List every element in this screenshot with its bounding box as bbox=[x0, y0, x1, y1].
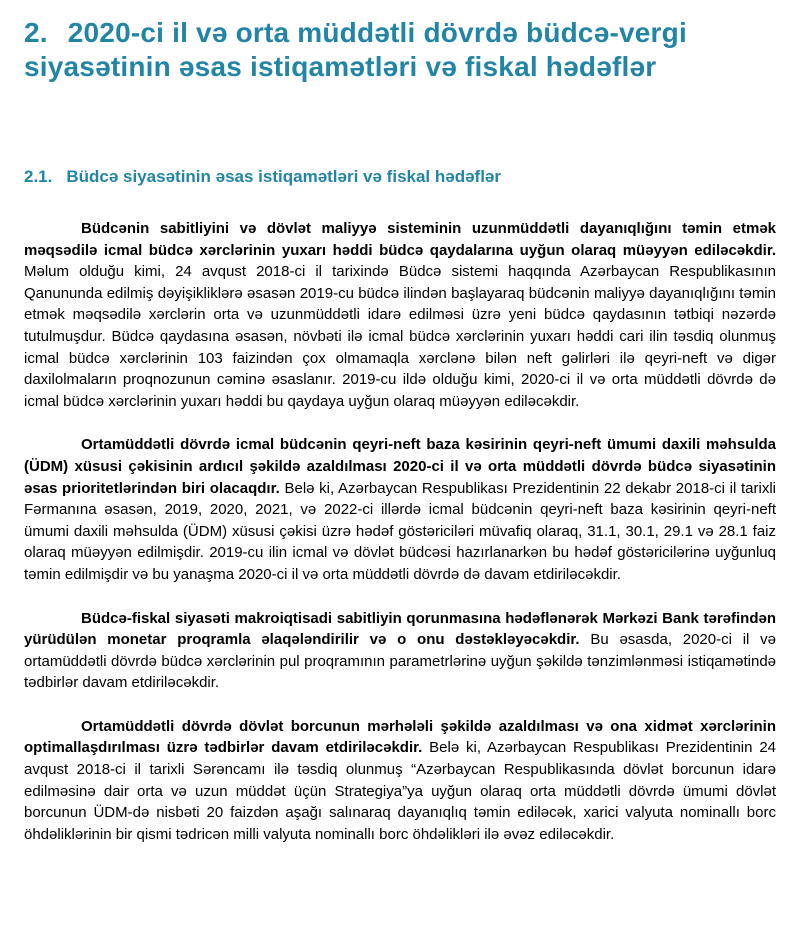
paragraph bbox=[24, 434, 776, 585]
paragraph bbox=[24, 716, 776, 846]
paragraph-body: Belə ki, Azərbaycan Respublikası Prezidentinin 24 avqust 2018-ci il tarixli Sərəncamı ilə təsdiq olunmuş “Azərbaycan Respublikasında dövlət borcunun idarə edilməsinə dair orta və uzun müddət üçün Strategiya”ya uyğun olaraq orta müddətli dövrdə ümumi dövlət borcunun ÜDM-də nisbəti 20 faizdən aşağı salınaraq dayanıqlıq təmin ediləcək, xarici valyuta nominallı borc öhdəliklərinin bir qismi tədricən milli valyuta nominallı borc öhdəlikləri ilə əvəz ediləcəkdir. bbox=[24, 739, 776, 843]
paragraph-body: Belə ki, Azərbaycan Respublikası Prezidentinin 22 dekabr 2018-ci il tarixli Fərmanına əsasən, 2019, 2020, 2021, və 2022-ci illərdə icmal büdcənin qeyri-neft baza kəsirinin qeyri-neft ümumi daxili məhsulda (ÜDM) xüsusi çəkisi üzrə hədəf göstəriciləri müvafiq olaraq, 31.1, 30.1, 29.1 və 28.1 faiz olaraq müəyyən edilmişdir. 2019-cu ilin icmal və dövlət büdcəsi hazırlanarkən bu hədəf göstəricilərinə uyğunluq təmin edilmişdir və bu yanaşma 2020-ci il və orta müddətli dövrdə də davam etdiriləcəkdir. bbox=[24, 479, 777, 583]
paragraph bbox=[24, 608, 776, 694]
paragraph-lead: Ortamüddətli dövrdə icmal büdcənin qeyri-neft baza kəsirinin qeyri-neft ümumi daxili məhsulda (ÜDM) xüsusi çəkisinin ardıcıl şəkildə azaldılması 2020-ci il və orta müddətli dövrdə büdcə siyasətinin əsas prioritetlərindən biri olacaqdır. bbox=[24, 436, 776, 497]
paragraph-body: Bu əsasda, 2020-ci il və ortamüddətli dövrdə büdcə xərclərinin pul proqramının parametrlərinə uyğun şəkildə tənzimlənməsi istiqamətində tədbirlər davam etdiriləcəkdir. bbox=[24, 631, 776, 692]
section-content bbox=[24, 218, 776, 845]
section-number: 2.1. bbox=[24, 167, 53, 186]
paragraph-lead: Büdcə-fiskal siyasəti makroiqtisadi sabitliyin qorunmasına hədəflənərək Mərkəzi Bank tərəfindən yürüdülən monetar proqramla əlaqələndirilir və o onu dəstəkləyəcəkdir. bbox=[24, 609, 776, 649]
paragraph-body: Məlum olduğu kimi, 24 avqust 2018-ci il tarixində Büdcə sistemi haqqında Azərbaycan Respublikasının Qanununda edilmiş dəyişikliklərə əsasən 2019-cu büdcə ilindən başlayaraq büdcənin maliyyə dayanıqlığını təmin etmək məqsədilə xərclərin orta və uzunmüddətli idarə edilməsi üzrə yeni büdcə qaydasının tətbiqi nəzərdə tutulmuşdur. Büdcə qaydasına əsasən, növbəti ilə icmal büdcə xərclərinin yuxarı həddi cari ilin təsdiq olunmuş icmal büdcə xərclərinin 103 faizindən çox olmamaqla xərclənə bilən neft gəlirləri ilə qeyri-neft və digər daxilolmaların proqnozunun cəminə əsaslanır. 2019-cu ildə olduğu kimi, 2020-ci il və orta müddətli dövrdə də icmal büdcə xərclərinin yuxarı həddi bu qaydaya uyğun olaraq müəyyən ediləcəkdir. bbox=[24, 263, 776, 410]
paragraph bbox=[24, 218, 776, 412]
chapter-title: 2020-ci il və orta müddətli dövrdə büdcə-vergi siyasətinin əsas istiqamətləri və fiskal hədəflər bbox=[24, 17, 687, 82]
section-heading bbox=[24, 166, 776, 188]
paragraph-lead: Büdcənin sabitliyini və dövlət maliyyə sisteminin uzunmüddətli dayanıqlığını təmin etmək məqsədilə icmal büdcə xərclərinin yuxarı həddi büdcə qaydalarına uyğun olaraq müəyyən ediləcəkdir. bbox=[24, 220, 776, 259]
section-title: Büdcə siyasətinin əsas istiqamətləri və fiskal hədəflər bbox=[66, 167, 502, 186]
paragraph-lead: Ortamüddətli dövrdə dövlət borcunun mərhələli şəkildə azaldılması və ona xidmət xərclərinin optimallaşdırılması üzrə tədbirlər davam etdiriləcəkdir. bbox=[24, 717, 776, 757]
chapter-heading bbox=[24, 16, 776, 84]
chapter-number: 2. bbox=[24, 17, 48, 48]
